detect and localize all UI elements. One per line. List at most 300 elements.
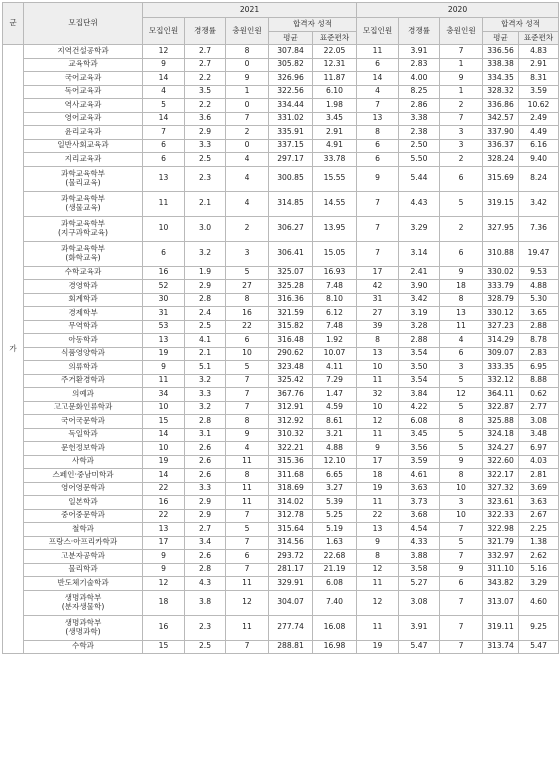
cell-unit: 물리학과 [24, 563, 143, 577]
cell-extra-2021: 11 [226, 615, 269, 640]
cell-extra-2021: 7 [226, 112, 269, 126]
cell-extra-2020: 7 [440, 550, 483, 564]
cell-recruit-2020: 13 [357, 347, 399, 361]
cell-competition-2020: 3.68 [399, 509, 440, 523]
cell-mean-2020: 324.27 [483, 442, 519, 456]
table-row [3, 455, 559, 469]
cell-competition-2020: 3.91 [399, 45, 440, 59]
header-mean-2020: 평균 [483, 32, 519, 45]
cell-mean-2020: 322.33 [483, 509, 519, 523]
table-row [3, 577, 559, 591]
cell-extra-2020: 6 [440, 347, 483, 361]
cell-competition-2020: 8.25 [399, 85, 440, 99]
cell-competition-2020: 4.61 [399, 469, 440, 483]
cell-unit: 의류학과 [24, 361, 143, 375]
cell-recruit-2021: 10 [143, 216, 185, 241]
cell-recruit-2021: 10 [143, 401, 185, 415]
header-year-2021: 2021 [143, 3, 357, 18]
cell-unit: 일반사회교육과 [24, 139, 143, 153]
header-group: 군 [3, 3, 24, 45]
cell-std-2021: 1.63 [313, 536, 357, 550]
cell-mean-2021: 297.17 [269, 153, 313, 167]
cell-mean-2021: 316.48 [269, 334, 313, 348]
cell-mean-2020: 364.11 [483, 388, 519, 402]
cell-extra-2020: 5 [440, 442, 483, 456]
cell-unit: 과학교육학부 (화학교육) [24, 241, 143, 266]
cell-unit: 과학교육학부 (물리교육) [24, 166, 143, 191]
cell-std-2020: 4.03 [519, 455, 559, 469]
table-body [3, 45, 559, 654]
cell-std-2020: 7.36 [519, 216, 559, 241]
table-row [3, 45, 559, 59]
table-row [3, 85, 559, 99]
cell-competition-2020: 5.47 [399, 640, 440, 654]
cell-std-2020: 2.67 [519, 509, 559, 523]
header-results-2020: 합격자 성적 [483, 18, 559, 32]
header-std-2021: 표준편차 [313, 32, 357, 45]
cell-std-2021: 2.91 [313, 126, 357, 140]
cell-extra-2021: 4 [226, 442, 269, 456]
cell-mean-2021: 329.91 [269, 577, 313, 591]
cell-mean-2021: 325.28 [269, 280, 313, 294]
cell-recruit-2020: 19 [357, 640, 399, 654]
table-row [3, 374, 559, 388]
cell-std-2021: 3.27 [313, 482, 357, 496]
cell-extra-2021: 7 [226, 509, 269, 523]
cell-extra-2020: 2 [440, 216, 483, 241]
cell-unit: 아동학과 [24, 334, 143, 348]
cell-mean-2020: 337.90 [483, 126, 519, 140]
cell-unit: 의예과 [24, 388, 143, 402]
cell-extra-2020: 18 [440, 280, 483, 294]
cell-extra-2020: 6 [440, 577, 483, 591]
cell-extra-2020: 6 [440, 166, 483, 191]
cell-unit: 국어국문학과 [24, 415, 143, 429]
cell-mean-2021: 314.56 [269, 536, 313, 550]
cell-std-2020: 4.49 [519, 126, 559, 140]
cell-extra-2020: 3 [440, 139, 483, 153]
cell-recruit-2020: 6 [357, 58, 399, 72]
cell-competition-2020: 3.63 [399, 482, 440, 496]
cell-competition-2020: 3.59 [399, 455, 440, 469]
cell-mean-2021: 310.32 [269, 428, 313, 442]
cell-std-2020: 9.40 [519, 153, 559, 167]
cell-mean-2020: 311.10 [483, 563, 519, 577]
cell-extra-2021: 3 [226, 241, 269, 266]
cell-recruit-2020: 39 [357, 320, 399, 334]
cell-extra-2020: 9 [440, 266, 483, 280]
cell-extra-2021: 7 [226, 536, 269, 550]
cell-extra-2021: 5 [226, 266, 269, 280]
cell-recruit-2020: 8 [357, 334, 399, 348]
cell-competition-2020: 3.08 [399, 590, 440, 615]
cell-mean-2021: 325.07 [269, 266, 313, 280]
cell-std-2020: 5.30 [519, 293, 559, 307]
cell-mean-2021: 300.85 [269, 166, 313, 191]
cell-extra-2021: 4 [226, 153, 269, 167]
cell-competition-2021: 3.2 [185, 374, 226, 388]
cell-std-2020: 4.60 [519, 590, 559, 615]
cell-std-2021: 7.48 [313, 280, 357, 294]
cell-extra-2021: 11 [226, 577, 269, 591]
cell-recruit-2021: 22 [143, 509, 185, 523]
table-row [3, 536, 559, 550]
cell-std-2021: 7.40 [313, 590, 357, 615]
cell-mean-2020: 330.02 [483, 266, 519, 280]
cell-unit: 경제학부 [24, 307, 143, 321]
cell-extra-2020: 13 [440, 307, 483, 321]
cell-extra-2021: 22 [226, 320, 269, 334]
table-row [3, 307, 559, 321]
table-row [3, 72, 559, 86]
cell-extra-2020: 8 [440, 469, 483, 483]
cell-competition-2020: 2.88 [399, 334, 440, 348]
cell-recruit-2020: 9 [357, 442, 399, 456]
cell-competition-2021: 2.6 [185, 550, 226, 564]
table-row [3, 563, 559, 577]
cell-competition-2021: 2.4 [185, 307, 226, 321]
cell-unit: 회계학과 [24, 293, 143, 307]
cell-recruit-2021: 9 [143, 563, 185, 577]
cell-mean-2021: 322.21 [269, 442, 313, 456]
cell-competition-2021: 2.5 [185, 640, 226, 654]
cell-competition-2021: 2.9 [185, 126, 226, 140]
cell-competition-2021: 3.4 [185, 536, 226, 550]
cell-std-2021: 11.87 [313, 72, 357, 86]
table-row [3, 347, 559, 361]
cell-competition-2021: 2.3 [185, 166, 226, 191]
cell-competition-2021: 2.5 [185, 320, 226, 334]
cell-std-2020: 2.77 [519, 401, 559, 415]
header-mean-2021: 평균 [269, 32, 313, 45]
cell-std-2020: 2.81 [519, 469, 559, 483]
cell-mean-2020: 328.32 [483, 85, 519, 99]
cell-mean-2021: 307.84 [269, 45, 313, 59]
cell-mean-2021: 323.48 [269, 361, 313, 375]
cell-recruit-2020: 7 [357, 216, 399, 241]
cell-mean-2020: 319.11 [483, 615, 519, 640]
cell-recruit-2020: 8 [357, 126, 399, 140]
cell-extra-2020: 7 [440, 523, 483, 537]
cell-mean-2021: 331.02 [269, 112, 313, 126]
cell-competition-2021: 2.6 [185, 442, 226, 456]
cell-mean-2021: 315.36 [269, 455, 313, 469]
cell-std-2021: 6.08 [313, 577, 357, 591]
cell-unit: 경영학과 [24, 280, 143, 294]
cell-extra-2020: 3 [440, 126, 483, 140]
cell-std-2020: 3.65 [519, 307, 559, 321]
table-row [3, 550, 559, 564]
table-row [3, 266, 559, 280]
cell-mean-2021: 325.42 [269, 374, 313, 388]
cell-std-2020: 9.53 [519, 266, 559, 280]
cell-competition-2021: 3.5 [185, 85, 226, 99]
cell-mean-2020: 315.69 [483, 166, 519, 191]
cell-recruit-2020: 4 [357, 85, 399, 99]
cell-extra-2021: 0 [226, 58, 269, 72]
cell-extra-2021: 6 [226, 334, 269, 348]
cell-unit: 철학과 [24, 523, 143, 537]
cell-unit: 역사교육과 [24, 99, 143, 113]
cell-mean-2020: 309.07 [483, 347, 519, 361]
header-recruit-2021: 모집인원 [143, 18, 185, 45]
cell-competition-2021: 2.9 [185, 496, 226, 510]
cell-extra-2020: 5 [440, 428, 483, 442]
cell-mean-2021: 335.91 [269, 126, 313, 140]
cell-competition-2021: 2.1 [185, 191, 226, 216]
cell-std-2020: 3.63 [519, 496, 559, 510]
cell-unit: 사학과 [24, 455, 143, 469]
cell-std-2021: 21.19 [313, 563, 357, 577]
cell-mean-2020: 336.37 [483, 139, 519, 153]
cell-competition-2021: 2.8 [185, 415, 226, 429]
cell-recruit-2020: 6 [357, 153, 399, 167]
cell-extra-2021: 10 [226, 347, 269, 361]
cell-extra-2021: 2 [226, 126, 269, 140]
cell-extra-2020: 5 [440, 536, 483, 550]
cell-unit: 스페인·중남미학과 [24, 469, 143, 483]
cell-recruit-2020: 9 [357, 536, 399, 550]
cell-competition-2021: 3.3 [185, 482, 226, 496]
cell-competition-2020: 4.33 [399, 536, 440, 550]
table-row [3, 216, 559, 241]
cell-unit: 수학과 [24, 640, 143, 654]
table-row [3, 191, 559, 216]
cell-std-2020: 2.88 [519, 320, 559, 334]
cell-competition-2021: 2.7 [185, 45, 226, 59]
cell-mean-2020: 333.35 [483, 361, 519, 375]
header-competition-2021: 경쟁률 [185, 18, 226, 45]
cell-std-2021: 3.45 [313, 112, 357, 126]
cell-unit: 고분자공학과 [24, 550, 143, 564]
cell-mean-2020: 330.12 [483, 307, 519, 321]
cell-mean-2020: 327.32 [483, 482, 519, 496]
cell-extra-2020: 7 [440, 112, 483, 126]
cell-extra-2021: 16 [226, 307, 269, 321]
cell-recruit-2021: 11 [143, 374, 185, 388]
cell-competition-2021: 2.1 [185, 347, 226, 361]
cell-recruit-2020: 11 [357, 428, 399, 442]
cell-recruit-2020: 12 [357, 563, 399, 577]
cell-recruit-2020: 32 [357, 388, 399, 402]
cell-recruit-2021: 31 [143, 307, 185, 321]
cell-mean-2020: 332.12 [483, 374, 519, 388]
cell-unit: 중어중문학과 [24, 509, 143, 523]
cell-mean-2021: 304.07 [269, 590, 313, 615]
cell-competition-2020: 5.44 [399, 166, 440, 191]
cell-std-2020: 3.59 [519, 85, 559, 99]
cell-competition-2021: 3.8 [185, 590, 226, 615]
cell-recruit-2021: 16 [143, 266, 185, 280]
cell-recruit-2021: 9 [143, 361, 185, 375]
cell-recruit-2020: 12 [357, 415, 399, 429]
cell-competition-2021: 4.3 [185, 577, 226, 591]
cell-recruit-2020: 22 [357, 509, 399, 523]
table-row [3, 482, 559, 496]
cell-mean-2020: 343.82 [483, 577, 519, 591]
cell-mean-2021: 288.81 [269, 640, 313, 654]
cell-recruit-2021: 34 [143, 388, 185, 402]
table-row [3, 442, 559, 456]
cell-competition-2020: 3.42 [399, 293, 440, 307]
cell-competition-2021: 3.6 [185, 112, 226, 126]
cell-mean-2021: 318.69 [269, 482, 313, 496]
table-row [3, 320, 559, 334]
cell-unit: 영어교육과 [24, 112, 143, 126]
table-row [3, 388, 559, 402]
cell-competition-2021: 1.9 [185, 266, 226, 280]
cell-recruit-2021: 5 [143, 99, 185, 113]
cell-std-2020: 2.91 [519, 58, 559, 72]
header-results-2021: 합격자 성적 [269, 18, 357, 32]
cell-std-2021: 4.91 [313, 139, 357, 153]
cell-std-2021: 22.05 [313, 45, 357, 59]
cell-mean-2020: 314.29 [483, 334, 519, 348]
cell-std-2020: 8.31 [519, 72, 559, 86]
cell-competition-2021: 3.2 [185, 241, 226, 266]
cell-competition-2020: 4.22 [399, 401, 440, 415]
cell-extra-2021: 5 [226, 361, 269, 375]
cell-competition-2020: 3.73 [399, 496, 440, 510]
cell-mean-2021: 312.78 [269, 509, 313, 523]
cell-extra-2020: 11 [440, 320, 483, 334]
cell-std-2021: 7.48 [313, 320, 357, 334]
cell-recruit-2021: 14 [143, 428, 185, 442]
cell-extra-2021: 4 [226, 191, 269, 216]
cell-mean-2020: 322.98 [483, 523, 519, 537]
cell-std-2020: 3.08 [519, 415, 559, 429]
cell-recruit-2021: 16 [143, 615, 185, 640]
cell-competition-2021: 5.1 [185, 361, 226, 375]
cell-recruit-2021: 6 [143, 153, 185, 167]
cell-extra-2021: 27 [226, 280, 269, 294]
cell-recruit-2021: 14 [143, 469, 185, 483]
cell-recruit-2021: 6 [143, 139, 185, 153]
table-row [3, 58, 559, 72]
cell-extra-2021: 0 [226, 139, 269, 153]
cell-recruit-2020: 12 [357, 590, 399, 615]
cell-unit: 생명과학부 (분자생물학) [24, 590, 143, 615]
cell-unit: 독일학과 [24, 428, 143, 442]
cell-recruit-2021: 7 [143, 126, 185, 140]
cell-extra-2021: 8 [226, 45, 269, 59]
cell-mean-2020: 313.07 [483, 590, 519, 615]
cell-std-2020: 6.95 [519, 361, 559, 375]
cell-recruit-2021: 11 [143, 191, 185, 216]
cell-recruit-2020: 11 [357, 496, 399, 510]
cell-competition-2021: 3.0 [185, 216, 226, 241]
cell-std-2020: 9.25 [519, 615, 559, 640]
cell-competition-2021: 2.2 [185, 72, 226, 86]
cell-std-2021: 22.68 [313, 550, 357, 564]
cell-competition-2021: 2.7 [185, 523, 226, 537]
cell-competition-2020: 3.54 [399, 347, 440, 361]
cell-recruit-2021: 9 [143, 550, 185, 564]
cell-recruit-2020: 7 [357, 241, 399, 266]
cell-extra-2020: 5 [440, 191, 483, 216]
cell-competition-2020: 3.58 [399, 563, 440, 577]
cell-mean-2020: 328.24 [483, 153, 519, 167]
cell-extra-2021: 7 [226, 388, 269, 402]
cell-recruit-2020: 10 [357, 401, 399, 415]
table-row [3, 139, 559, 153]
cell-unit: 국어교육과 [24, 72, 143, 86]
cell-std-2021: 6.10 [313, 85, 357, 99]
cell-mean-2020: 313.74 [483, 640, 519, 654]
cell-mean-2021: 290.62 [269, 347, 313, 361]
cell-competition-2021: 2.8 [185, 293, 226, 307]
table-row [3, 280, 559, 294]
cell-recruit-2020: 11 [357, 45, 399, 59]
cell-extra-2021: 0 [226, 99, 269, 113]
table-row [3, 523, 559, 537]
cell-mean-2020: 322.87 [483, 401, 519, 415]
cell-std-2021: 4.88 [313, 442, 357, 456]
cell-recruit-2020: 17 [357, 455, 399, 469]
cell-competition-2021: 2.3 [185, 615, 226, 640]
cell-competition-2020: 3.90 [399, 280, 440, 294]
cell-competition-2021: 2.9 [185, 280, 226, 294]
cell-std-2021: 16.93 [313, 266, 357, 280]
cell-mean-2021: 337.15 [269, 139, 313, 153]
cell-recruit-2021: 4 [143, 85, 185, 99]
cell-mean-2020: 322.60 [483, 455, 519, 469]
admission-results-document [2, 2, 558, 654]
table-row [3, 615, 559, 640]
cell-std-2020: 8.88 [519, 374, 559, 388]
cell-recruit-2020: 14 [357, 72, 399, 86]
admission-results-table [2, 2, 559, 654]
cell-unit: 지리교육과 [24, 153, 143, 167]
cell-extra-2021: 8 [226, 293, 269, 307]
cell-std-2020: 3.48 [519, 428, 559, 442]
cell-competition-2021: 3.2 [185, 401, 226, 415]
cell-recruit-2021: 9 [143, 58, 185, 72]
cell-unit: 무역학과 [24, 320, 143, 334]
cell-unit: 과학교육학부 (생물교육) [24, 191, 143, 216]
cell-extra-2021: 11 [226, 496, 269, 510]
cell-competition-2020: 4.54 [399, 523, 440, 537]
cell-std-2021: 6.65 [313, 469, 357, 483]
cell-extra-2021: 8 [226, 415, 269, 429]
cell-competition-2020: 3.19 [399, 307, 440, 321]
cell-extra-2020: 6 [440, 241, 483, 266]
cell-extra-2020: 7 [440, 615, 483, 640]
cell-extra-2020: 4 [440, 334, 483, 348]
cell-std-2021: 8.61 [313, 415, 357, 429]
cell-competition-2020: 3.38 [399, 112, 440, 126]
cell-unit: 교육학과 [24, 58, 143, 72]
cell-recruit-2021: 14 [143, 112, 185, 126]
cell-std-2021: 4.59 [313, 401, 357, 415]
cell-mean-2020: 333.79 [483, 280, 519, 294]
cell-competition-2020: 3.50 [399, 361, 440, 375]
cell-std-2021: 15.55 [313, 166, 357, 191]
cell-competition-2021: 2.2 [185, 99, 226, 113]
cell-mean-2021: 281.17 [269, 563, 313, 577]
table-row [3, 166, 559, 191]
cell-extra-2020: 5 [440, 401, 483, 415]
cell-mean-2021: 322.56 [269, 85, 313, 99]
cell-mean-2021: 315.82 [269, 320, 313, 334]
cell-extra-2021: 7 [226, 401, 269, 415]
cell-std-2021: 4.11 [313, 361, 357, 375]
cell-competition-2020: 5.27 [399, 577, 440, 591]
cell-extra-2021: 7 [226, 563, 269, 577]
cell-competition-2021: 2.9 [185, 509, 226, 523]
cell-competition-2021: 3.1 [185, 428, 226, 442]
cell-unit: 반도체기술학과 [24, 577, 143, 591]
